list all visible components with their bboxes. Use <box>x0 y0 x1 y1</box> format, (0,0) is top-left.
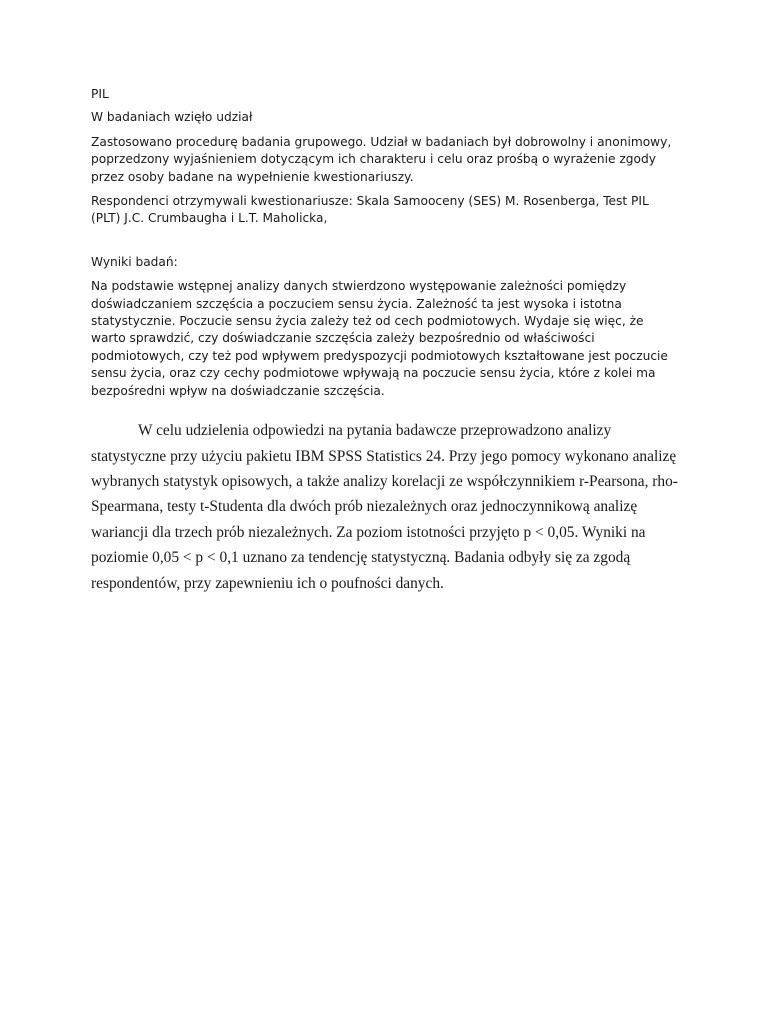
methods-paragraph: W celu udzielenia odpowiedzi na pytania badawcze przeprowadzono analizy statystyczne przy użyciu pakietu IBM SPSS Statistics 24. Przy jego pomocy wykonano analizę wybranych statystyk opisowych, a także analizy korelacji ze współczynnikiem r-Pearsona, rho-Spearmana, testy t-Studenta dla dwóch prób niezależnych oraz jednoczynnikową analizę wariancji dla trzech prób niezależnych. Za poziom istotności przyjęto p < 0,05. Wyniki na poziomie 0,05 < p < 0,1 uznano za tendencję statystyczną. Badania odbyły się za zgodą respondentów, przy zapewnieniu ich o poufności danych. <box>91 422 678 592</box>
document-heading: PIL <box>91 87 109 101</box>
document-page <box>91 86 681 596</box>
results-paragraph: Na podstawie wstępnej analizy danych stwierdzono występowanie zależności pomiędzy doświadczaniem szczęścia a poczuciem sensu życia. Zależność ta jest wysoka i istotna statystycznie. Poczucie sensu życia zależy też od cech podmiotowych. Wydaje się więc, że warto sprawdzić, czy doświadczanie szczęścia zależy bezpośrednio od właściwości podmiotowych, czy też pod wpływem predyspozycji podmiotowych kształtowane jest poczucie sensu życia, oraz czy cechy podmiotowe wpływają na poczucie sensu życia, które z kolei ma bezpośredni wpływ na doświadczanie szczęścia. <box>91 279 668 398</box>
procedure-paragraph: Zastosowano procedurę badania grupowego. Udział w badaniach był dobrowolny i anonimowy, poprzedzony wyjaśnieniem dotyczącym ich charakteru i celu oraz prośbą o wyrażenie zgody przez osoby badane na wypełnienie kwestionariuszy. <box>91 134 672 184</box>
results-heading: Wyniki badań: <box>91 254 178 269</box>
participants-line: W badaniach wzięło udział <box>91 110 253 125</box>
questionnaires-paragraph: Respondenci otrzymywali kwestionariusze: Skala Samooceny (SES) M. Rosenberga, Test PIL (PLT) J.C. Crumbaugha i L.T. Maholicka, <box>91 194 649 226</box>
